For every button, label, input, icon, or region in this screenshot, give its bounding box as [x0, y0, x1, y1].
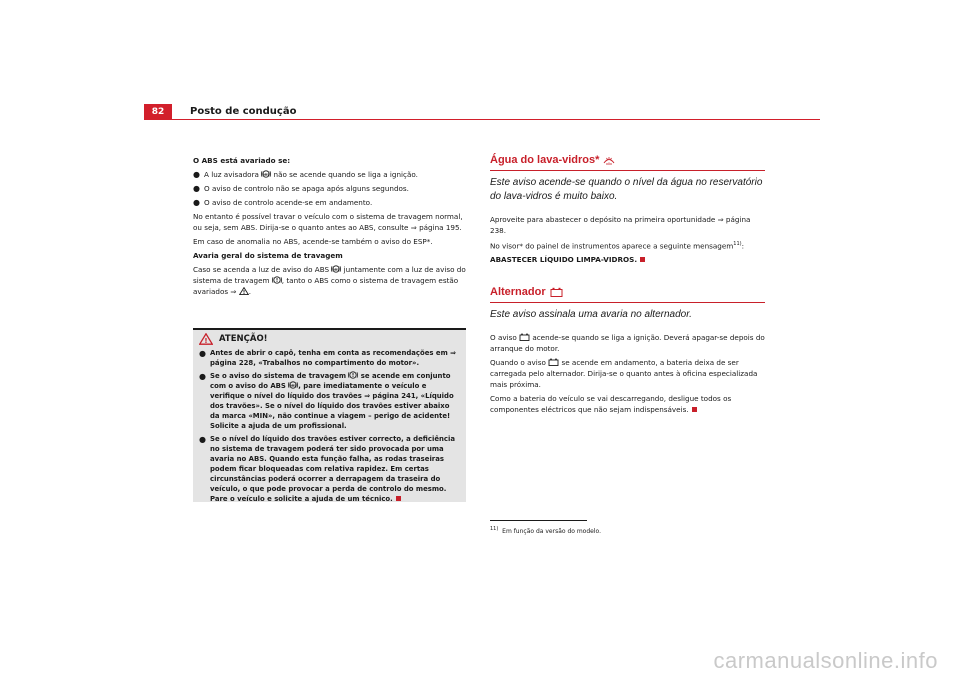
warning-text: Se o nível do líquido dos travões estiver correcto, a deficiência no sistema de travagem poderá ter sido provocada por uma avaria no ABS. Quando esta função falha, as rodas traseiras podem ficar bloqueadas com relativa rapidez. Em certas circunstâncias poderá ocorrer a derrapagem da traseira do veículo, o que pode provocar a perda de controlo do mesmo. Pare o veículo e solicite a ajuda de um técnico. — [210, 435, 456, 503]
warning-triangle-icon — [199, 333, 213, 345]
svg-text:ABS: ABS — [332, 267, 340, 272]
bullet-icon: ● — [199, 435, 206, 444]
bullet-icon: ● — [199, 372, 206, 381]
washer-message: ABASTECER LÍQUIDO LIMPA-VIDROS. — [490, 254, 765, 265]
washer-fluid-icon — [603, 155, 615, 166]
battery-icon — [548, 358, 559, 366]
page-title: Posto de condução — [190, 106, 297, 117]
list-item — [199, 348, 460, 368]
list-item — [193, 169, 468, 180]
bullet-text: A luz avisadora — [204, 170, 262, 179]
bullet-text: não se acende quando se liga a ignição. — [271, 170, 418, 179]
section-end-icon — [396, 496, 401, 501]
list-item — [199, 371, 460, 431]
abs-warning-icon — [331, 265, 341, 273]
header-divider — [172, 119, 820, 120]
abs-heading: O ABS está avariado se: — [193, 156, 291, 165]
warning-title: ATENÇÃO! — [219, 334, 268, 344]
svg-text:!: ! — [275, 278, 278, 284]
abs-warning-icon — [288, 381, 298, 389]
warning-triangle-icon — [239, 287, 249, 295]
washer-subheading: Este aviso acende-se quando o nível da água no reservatório do lava-vidros é muito baixo. — [490, 177, 763, 202]
washer-heading: Água do lava-vidros* — [490, 154, 600, 166]
warning-text: Se o aviso do sistema de travagem ! se acende em conjunto com o aviso do ABS ABS , pare imediatamente o veículo e verifique o nível do líquido dos travões ⇒ página 241, «Líquido dos travões». Se o nível do líquido dos travões estiver abaixo da marca «MIN», não continue a viagem – perigo de acidente! Solicite a ajuda de um profissional. — [210, 372, 454, 430]
bullet-icon: ● — [193, 184, 200, 193]
bullet-text: O aviso de controlo não se apaga após alguns segundos. — [204, 184, 409, 193]
paragraph: No entanto é possível travar o veículo com o sistema de travagem normal, ou seja, sem ABS. Dirija-se o quanto antes ao ABS, consulte ⇒ página 195. — [193, 212, 463, 232]
brake-warning-icon — [348, 371, 358, 379]
alternator-subheading: Este aviso assinala uma avaria no alternador. — [490, 309, 692, 320]
battery-icon — [519, 333, 530, 341]
watermark: carmanualsonline.info — [713, 648, 938, 673]
left-column — [193, 155, 468, 300]
paragraph: Aproveite para abastecer o depósito na primeira oportunidade ⇒ página 238. — [490, 215, 751, 235]
warning-box — [193, 328, 466, 502]
paragraph: Caso se acenda a luz de aviso do ABS ABS juntamente com a luz de aviso do sistema de travagem ! , tanto o ABS como o sistema de travagem estão avariados ⇒ ! . — [193, 265, 466, 296]
list-item — [199, 434, 460, 504]
alternator-section — [490, 286, 765, 418]
paragraph: No visor* do painel de instrumentos aparece a seguinte mensagem$^{11)}$: — [490, 241, 745, 251]
warning-text: Antes de abrir o capô, tenha em conta as recomendações em ⇒ página 228, «Trabalhos no compartimento do motor». — [210, 349, 456, 367]
brake-warning-icon — [272, 276, 282, 284]
section-end-icon — [692, 407, 697, 412]
paragraph: Quando o aviso se acende em andamento, a bateria deixa de ser carregada pelo alternador. Dirija-se o quanto antes à oficina especializada mais próxima. — [490, 358, 758, 389]
list-item — [193, 183, 468, 194]
brake-heading: Avaria geral do sistema de travagem — [193, 251, 343, 260]
svg-text:ABS: ABS — [289, 383, 297, 388]
svg-text:!: ! — [242, 290, 245, 295]
page-number: 82 — [144, 104, 172, 120]
abs-warning-icon — [261, 170, 271, 178]
alternator-heading: Alternador — [490, 286, 546, 298]
section-end-icon — [640, 257, 645, 262]
footnote-divider — [490, 520, 587, 521]
bullet-text: O aviso de controlo acende-se em andamento. — [204, 198, 373, 207]
list-item — [193, 197, 468, 208]
battery-icon — [550, 287, 563, 297]
section-divider — [490, 170, 765, 171]
bullet-icon: ● — [193, 170, 200, 179]
section-divider — [490, 302, 765, 303]
svg-text:ABS: ABS — [262, 172, 270, 177]
paragraph: Em caso de anomalia no ABS, acende-se também o aviso do ESP*. — [193, 237, 433, 246]
svg-text:!: ! — [352, 373, 355, 379]
paragraph: O aviso acende-se quando se liga a ignição. Deverá apagar-se depois do arranque do motor. — [490, 333, 765, 353]
paragraph: Como a bateria do veículo se vai descarregando, desligue todos os componentes eléctricos que não sejam indispensáveis. — [490, 394, 732, 414]
bullet-icon: ● — [193, 198, 200, 207]
warning-header — [193, 330, 466, 348]
bullet-icon: ● — [199, 349, 206, 358]
washer-section — [490, 154, 765, 268]
footnote: $^{11)}$ Em função da versão do modelo. — [490, 526, 601, 535]
svg-text:!: ! — [204, 337, 208, 345]
